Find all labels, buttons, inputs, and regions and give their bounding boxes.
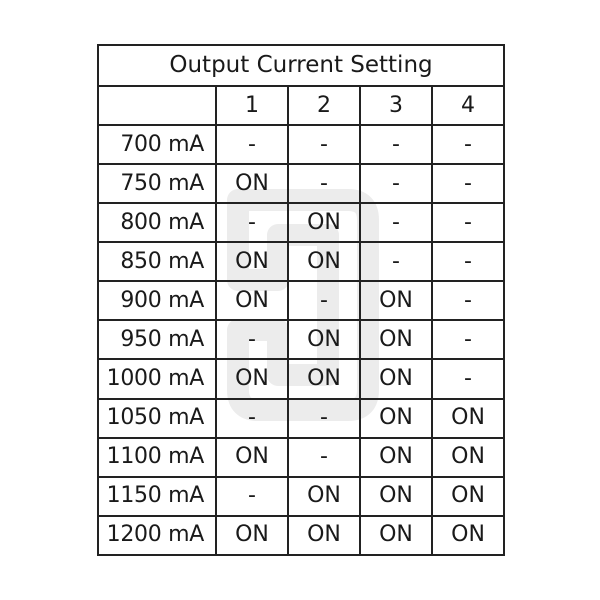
- switch-3-cell: ON: [360, 438, 432, 477]
- current-label: 800 mA: [98, 203, 216, 242]
- table-row: [98, 477, 504, 516]
- current-label: 1100 mA: [98, 438, 216, 477]
- table-row: [98, 203, 504, 242]
- switch-3-cell: ON: [360, 281, 432, 320]
- switch-4-cell: -: [432, 242, 504, 281]
- switch-header-2: 2: [288, 86, 360, 125]
- switch-1-cell: -: [216, 477, 288, 516]
- switch-3-cell: ON: [360, 399, 432, 438]
- switch-3-cell: -: [360, 203, 432, 242]
- switch-4-cell: -: [432, 320, 504, 359]
- switch-4-cell: ON: [432, 399, 504, 438]
- switch-4-cell: -: [432, 281, 504, 320]
- switch-4-cell: -: [432, 125, 504, 164]
- table-row: [98, 164, 504, 203]
- table-row: [98, 438, 504, 477]
- switch-2-cell: -: [288, 164, 360, 203]
- switch-1-cell: ON: [216, 516, 288, 555]
- switch-1-cell: ON: [216, 359, 288, 398]
- switch-3-cell: ON: [360, 359, 432, 398]
- switch-2-cell: ON: [288, 359, 360, 398]
- current-label: 1050 mA: [98, 399, 216, 438]
- switch-1-cell: ON: [216, 281, 288, 320]
- switch-1-cell: -: [216, 125, 288, 164]
- current-label: 1150 mA: [98, 477, 216, 516]
- switch-2-cell: -: [288, 125, 360, 164]
- switch-4-cell: -: [432, 164, 504, 203]
- table-row: [98, 125, 504, 164]
- switch-header-row: [98, 86, 504, 125]
- table-title: Output Current Setting: [98, 45, 504, 86]
- current-label: 1200 mA: [98, 516, 216, 555]
- switch-1-cell: -: [216, 203, 288, 242]
- switch-3-cell: -: [360, 164, 432, 203]
- current-label: 900 mA: [98, 281, 216, 320]
- switch-1-cell: ON: [216, 164, 288, 203]
- switch-header-3: 3: [360, 86, 432, 125]
- switch-4-cell: ON: [432, 516, 504, 555]
- switch-header-1: 1: [216, 86, 288, 125]
- switch-3-cell: ON: [360, 477, 432, 516]
- switch-2-cell: ON: [288, 242, 360, 281]
- table-row: [98, 242, 504, 281]
- current-label: 700 mA: [98, 125, 216, 164]
- switch-2-cell: -: [288, 281, 360, 320]
- switch-header-4: 4: [432, 86, 504, 125]
- switch-2-cell: ON: [288, 477, 360, 516]
- switch-1-cell: ON: [216, 438, 288, 477]
- switch-2-cell: ON: [288, 320, 360, 359]
- switch-2-cell: -: [288, 438, 360, 477]
- switch-4-cell: -: [432, 359, 504, 398]
- table-row: [98, 516, 504, 555]
- current-label: 850 mA: [98, 242, 216, 281]
- table-row: [98, 320, 504, 359]
- switch-2-cell: ON: [288, 203, 360, 242]
- switch-2-cell: ON: [288, 516, 360, 555]
- current-label: 1000 mA: [98, 359, 216, 398]
- table-row: [98, 359, 504, 398]
- switch-2-cell: -: [288, 399, 360, 438]
- switch-4-cell: -: [432, 203, 504, 242]
- switch-3-cell: ON: [360, 516, 432, 555]
- switch-1-cell: -: [216, 399, 288, 438]
- switch-1-cell: ON: [216, 242, 288, 281]
- current-label: 750 mA: [98, 164, 216, 203]
- switch-1-cell: -: [216, 320, 288, 359]
- table-row: [98, 281, 504, 320]
- table-container: [97, 44, 504, 556]
- corner-cell: [98, 86, 216, 125]
- switch-3-cell: -: [360, 242, 432, 281]
- switch-3-cell: ON: [360, 320, 432, 359]
- switch-4-cell: ON: [432, 438, 504, 477]
- current-label: 950 mA: [98, 320, 216, 359]
- switch-3-cell: -: [360, 125, 432, 164]
- table-row: [98, 399, 504, 438]
- switch-4-cell: ON: [432, 477, 504, 516]
- output-current-table: [97, 44, 505, 556]
